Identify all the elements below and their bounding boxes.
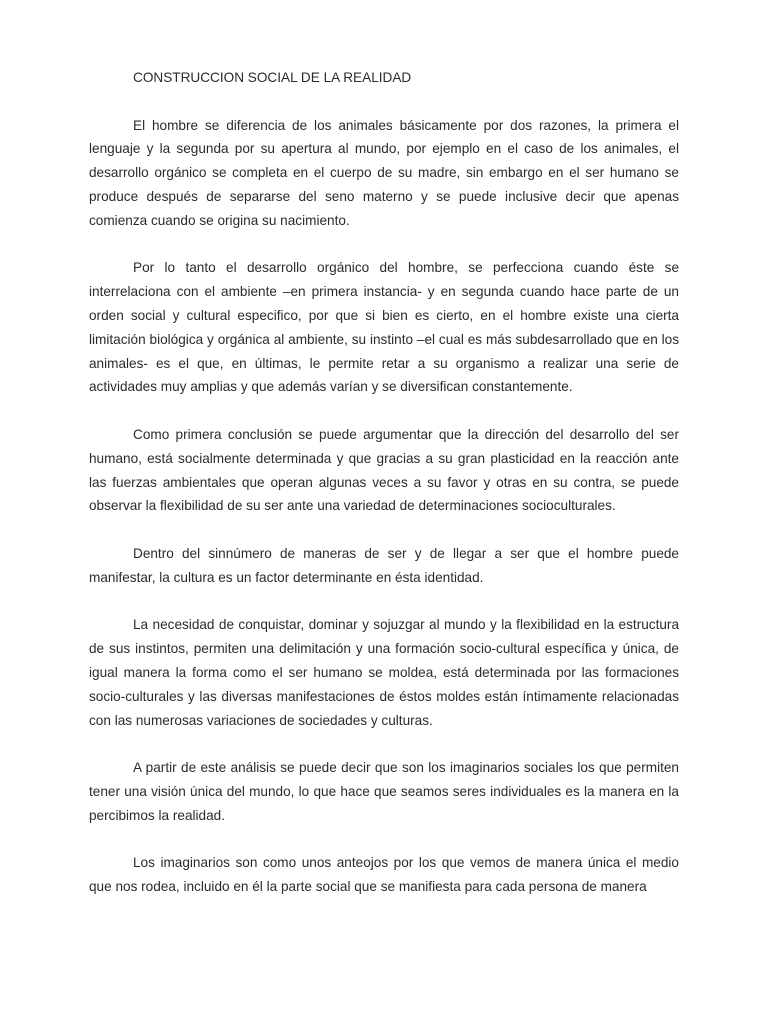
paragraph-2: Por lo tanto el desarrollo orgánico del hombre, se perfecciona cuando éste se interrelaciona con el ambiente –en primera instancia- y en segunda cuando hace parte de un orden social y cultural especifico, por que si bien es cierto, en el hombre existe una cierta limitación biológica y orgánica al ambiente, su instinto –el cual es más subdesarrollado que en los animales- es el que, en últimas, le permite retar a su organismo a realizar una serie de actividades muy amplias y que además varían y se diversifican constantemente. [89, 260, 679, 395]
paragraph-1: El hombre se diferencia de los animales básicamente por dos razones, la primera el lenguaje y la segunda por su apertura al mundo, por ejemplo en el caso de los animales, el desarrollo orgánico se completa en el cuerpo de su madre, sin embargo en el ser humano se produce después de separarse del seno materno y se puede inclusive decir que apenas comienza cuando se origina su nacimiento. [89, 117, 679, 228]
paragraph-5: La necesidad de conquistar, dominar y sojuzgar al mundo y la flexibilidad en la estructura de sus instintos, permiten una delimitación y una formación socio-cultural específica y única, de igual manera la forma como el ser humano se moldea, está determinada por las formaciones socio-culturales y las diversas manifestaciones de éstos moldes están íntimamente relacionadas con las numerosas variaciones de sociedades y culturas. [89, 617, 679, 728]
document-title: CONSTRUCCION SOCIAL DE LA REALIDAD [133, 70, 412, 85]
document-body [89, 66, 679, 923]
paragraph-6: A partir de este análisis se puede decir que son los imaginarios sociales los que permiten tener una visión única del mundo, lo que hace que seamos seres individuales es la manera en la percibimos la realidad. [89, 760, 679, 823]
paragraph-4: Dentro del sinnúmero de maneras de ser y de llegar a ser que el hombre puede manifestar, la cultura es un factor determinante en ésta identidad. [89, 545, 679, 585]
paragraph-7: Los imaginarios son como unos anteojos por los que vemos de manera única el medio que nos rodea, incluido en él la parte social que se manifiesta para cada persona de manera [89, 855, 679, 895]
paragraph-3: Como primera conclusión se puede argumentar que la dirección del desarrollo del ser humano, está socialmente determinada y que gracias a su gran plasticidad en la reacción ante las fuerzas ambientales que operan algunas veces a su favor y otras en su contra, se puede observar la flexibilidad de su ser ante una variedad de determinaciones socioculturales. [89, 426, 679, 514]
